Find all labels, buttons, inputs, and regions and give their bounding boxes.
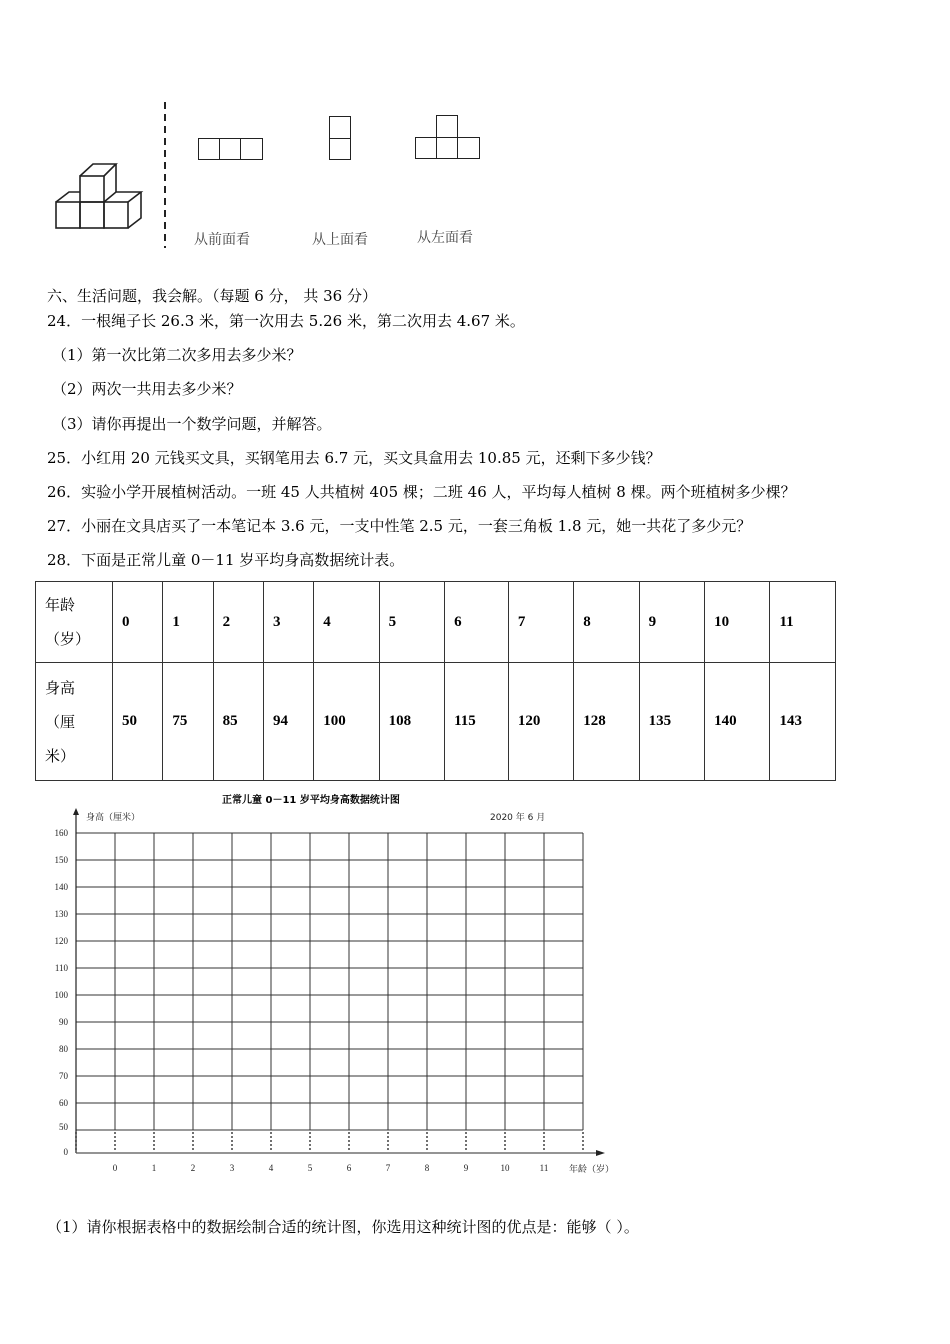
height-cell: 115 — [445, 663, 509, 781]
y-tick: 150 — [54, 855, 68, 865]
age-cell: 8 — [574, 582, 639, 663]
y-tick: 0 — [63, 1147, 68, 1157]
x-tick: 0 — [112, 1163, 118, 1173]
height-cell: 140 — [705, 663, 770, 781]
height-cell: 135 — [639, 663, 704, 781]
top-view-label: 从上面看 — [312, 232, 368, 248]
y-tick: 50 — [59, 1122, 68, 1132]
x-tick: 1 — [151, 1163, 157, 1173]
question-26: 26．实验小学开展植树活动。一班 45 人共植树 405 棵；二班 46 人，平均每人植树 8 棵。两个班植树多少棵？ — [47, 483, 796, 501]
x-axis-arrow-icon — [596, 1150, 605, 1156]
age-cell: 11 — [770, 582, 836, 663]
y-tick: 60 — [59, 1098, 68, 1108]
height-cell: 108 — [379, 663, 444, 781]
question-24-part-3: （3）请你再提出一个数学问题，并解答。 — [52, 415, 332, 433]
table-row-height — [36, 663, 836, 781]
x-tick: 11 — [539, 1163, 549, 1173]
section-title: 六、生活问题，我会解。（每题 6 分， 共 36 分） — [47, 287, 377, 305]
x-tick: 3 — [229, 1163, 235, 1173]
x-tick: 5 — [307, 1163, 313, 1173]
question-24-part-2: （2）两次一共用去多少米？ — [52, 380, 242, 398]
y-axis-arrow-icon — [73, 808, 79, 815]
age-cell: 3 — [263, 582, 313, 663]
question-25: 25．小红用 20 元钱买文具，买钢笔用去 6.7 元，买文具盒用去 10.85 元，还剩下多少钱？ — [47, 449, 661, 467]
question-28: 28．下面是正常儿童 0－11 岁平均身高数据统计表。 — [47, 551, 405, 569]
age-cell: 0 — [113, 582, 163, 663]
front-view-label: 从前面看 — [194, 232, 250, 248]
height-cell: 120 — [508, 663, 573, 781]
x-tick: 4 — [268, 1163, 274, 1173]
question-24: 24．一根绳子长 26.3 米，第一次用去 5.26 米，第二次用去 4.67 米。 — [47, 312, 525, 330]
question-27: 27．小丽在文具店买了一本笔记本 3.6 元，一支中性笔 2.5 元，一套三角板 1.8 元，她一共花了多少元？ — [47, 517, 752, 535]
y-tick: 140 — [54, 882, 68, 892]
height-cell: 75 — [163, 663, 213, 781]
left-view-label: 从左面看 — [417, 230, 473, 246]
x-tick: 9 — [463, 1163, 469, 1173]
age-cell: 5 — [379, 582, 444, 663]
y-tick: 80 — [59, 1044, 68, 1054]
x-tick: 2 — [190, 1163, 196, 1173]
table-row-age — [36, 582, 836, 663]
question-24-part-1: （1）第一次比第二次多用去多少米？ — [52, 346, 302, 364]
age-cell: 2 — [213, 582, 263, 663]
chart-date: 2020 年 6 月 — [490, 813, 546, 823]
y-axis-label: 身高（厘米） — [86, 813, 141, 823]
age-cell: 6 — [445, 582, 509, 663]
height-data-table — [35, 581, 836, 781]
x-tick: 8 — [424, 1163, 430, 1173]
y-tick: 130 — [54, 909, 68, 919]
chart-grid — [70, 808, 610, 1163]
y-tick: 100 — [54, 990, 68, 1000]
height-cell: 143 — [770, 663, 836, 781]
x-tick: 6 — [346, 1163, 352, 1173]
x-tick: 10 — [500, 1163, 510, 1173]
height-cell: 50 — [113, 663, 163, 781]
height-cell: 100 — [314, 663, 379, 781]
age-cell: 9 — [639, 582, 704, 663]
chart-title: 正常儿童 0－11 岁平均身高数据统计图 — [222, 795, 400, 806]
y-tick: 110 — [54, 963, 68, 973]
age-cell: 4 — [314, 582, 379, 663]
row-header-height: 身高 （厘 米） — [36, 663, 113, 781]
age-cell: 1 — [163, 582, 213, 663]
height-cell: 128 — [574, 663, 639, 781]
x-tick: 7 — [385, 1163, 391, 1173]
age-cell: 7 — [508, 582, 573, 663]
y-tick: 70 — [59, 1071, 68, 1081]
cube-stack-drawing — [52, 158, 152, 232]
x-axis-label: 年龄（岁） — [569, 1165, 615, 1175]
y-tick: 160 — [54, 828, 68, 838]
height-cell: 94 — [263, 663, 313, 781]
age-cell: 10 — [705, 582, 770, 663]
row-header-age: 年龄 （岁） — [36, 582, 113, 663]
height-cell: 85 — [213, 663, 263, 781]
divider-dashed-line — [160, 102, 170, 248]
question-28-part-1: （1）请你根据表格中的数据绘制合适的统计图，你选用这种统计图的优点是：能够（ ）。 — [47, 1218, 639, 1236]
y-tick: 90 — [59, 1017, 68, 1027]
y-tick: 120 — [54, 936, 68, 946]
